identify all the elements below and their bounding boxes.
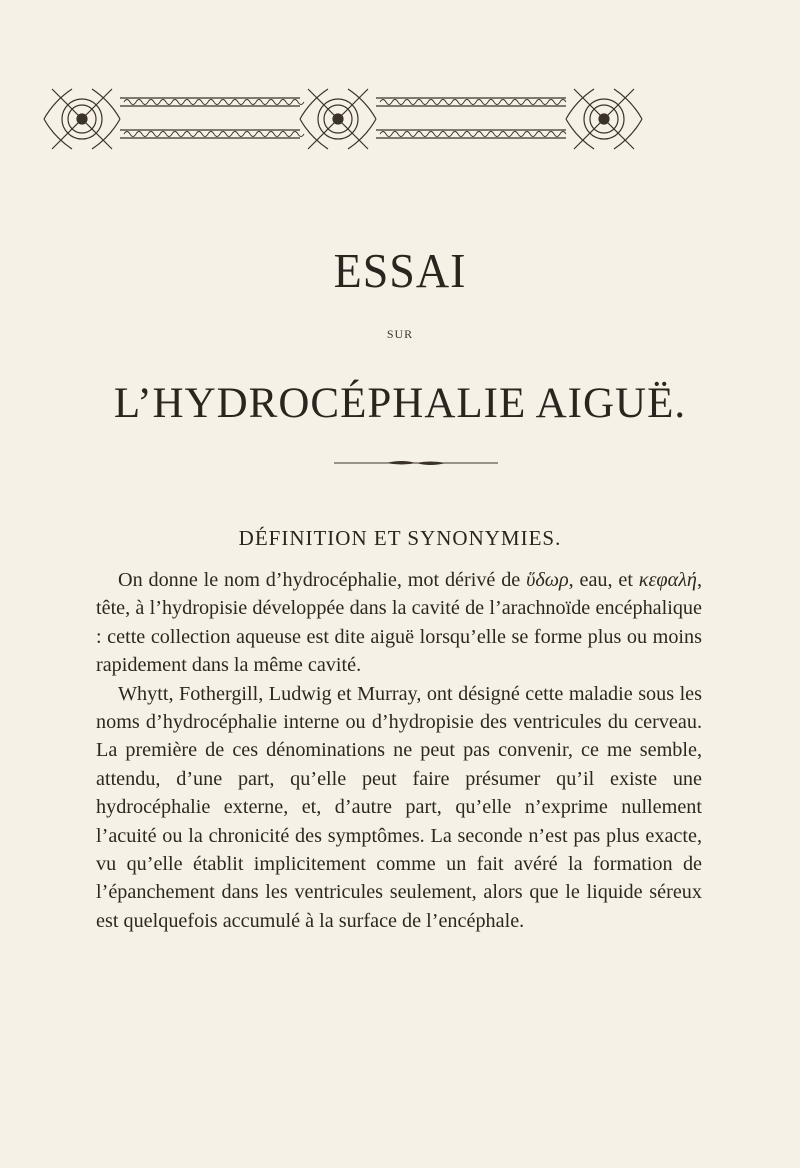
greek-word-kephale: κεφαλή [638,569,697,591]
paragraph-1 [96,566,702,680]
ornament-medallion-center [300,89,376,149]
header-ornament-band [38,68,670,170]
divider-ornament [334,458,498,468]
section-heading: DÉFINITION ET SYNONYMIES. [238,526,562,550]
main-title: L’HYDROCÉPHALIE AIGUË. [113,380,687,427]
paragraph-1-text-a: On donne le nom d’hydrocéphalie, mot dérivé de [118,569,527,591]
page-title: ESSAI [333,243,467,298]
paragraph-1-text-b: , eau, et [568,569,639,591]
paragraph-1-text-c: , tête, à l’hydropisie développée dans la cavité de l’arachnoïde encéphalique : cette collection aqueuse est dite aiguë lorsqu’elle se forme plus ou moins rapidement dans la même cavité. [96,569,702,677]
ornament-medallion-right [566,89,642,149]
greek-word-hydor: ὕδωρ [526,569,569,591]
subtitle: SUR [386,327,414,341]
ornament-medallion-left [44,89,120,149]
paragraph-2: Whytt, Fothergill, Ludwig et Murray, ont désigné cette maladie sous les noms d’hydrocéphalie interne ou d’hydropisie des ventricules du cerveau. La première de ces dénominations ne peut pas convenir, ce me semble, attendu, d’une part, qu’elle peut faire présumer qu’il existe une hydrocéphalie externe, et, d’autre part, qu’elle n’exprime nullement l’acuité ou la chronicité des symptômes. La seconde n’est pas plus exacte, vu qu’elle établit implicitement comme un fait avéré la formation de l’épanchement dans les ventricules seulement, alors que le liquide séreux est quelquefois accumulé à la surface de l’encéphale. [96,682,702,932]
body-text [96,566,702,935]
